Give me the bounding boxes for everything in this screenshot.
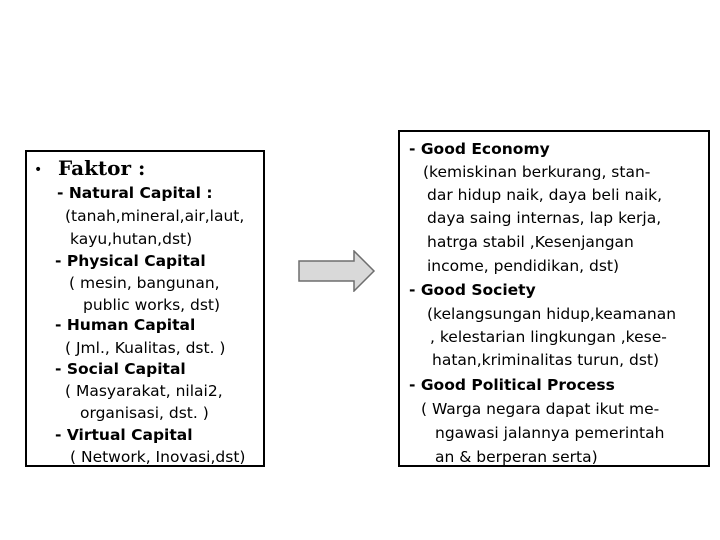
- physical-capital-detail-2: public works, dst): [83, 296, 221, 314]
- good-economy-detail-4: hatrga stabil ,Kesenjangan: [427, 233, 634, 251]
- virtual-capital-detail: ( Network, Inovasi,dst): [70, 448, 246, 466]
- good-society-detail-2: , kelestarian lingkungan ,kese-: [430, 328, 667, 346]
- social-capital-detail-2: organisasi, dst. ): [80, 404, 209, 422]
- good-economy-detail-3: daya saing internas, lap kerja,: [427, 209, 662, 227]
- natural-capital-detail-2: kayu,hutan,dst): [70, 230, 193, 248]
- good-political-process-detail-1: ( Warga negara dapat ikut me-: [421, 400, 660, 418]
- good-political-process-detail-2: ngawasi jalannya pemerintah: [435, 424, 665, 442]
- virtual-capital-heading: - Virtual Capital: [55, 426, 193, 444]
- natural-capital-heading: - Natural Capital :: [57, 184, 213, 202]
- physical-capital-heading: - Physical Capital: [55, 252, 206, 270]
- social-capital-detail-1: ( Masyarakat, nilai2,: [65, 382, 223, 400]
- good-political-process-heading: - Good Political Process: [409, 376, 615, 394]
- social-capital-heading: - Social Capital: [55, 360, 186, 378]
- physical-capital-detail-1: ( mesin, bangunan,: [69, 274, 220, 292]
- faktor-heading: Faktor :: [58, 156, 146, 180]
- human-capital-detail: ( Jml., Kualitas, dst. ): [65, 339, 226, 357]
- right-arrow-icon: [298, 250, 376, 292]
- good-society-heading: - Good Society: [409, 281, 536, 299]
- good-economy-detail-5: income, pendidikan, dst): [427, 257, 620, 275]
- natural-capital-detail-1: (tanah,mineral,air,laut,: [65, 207, 245, 225]
- good-society-detail-1: (kelangsungan hidup,keamanan: [427, 305, 677, 323]
- good-economy-detail-1: (kemiskinan berkurang, stan-: [423, 163, 651, 181]
- good-economy-detail-2: dar hidup naik, daya beli naik,: [427, 186, 663, 204]
- good-economy-heading: - Good Economy: [409, 140, 550, 158]
- good-political-process-detail-3: an & berperan serta): [435, 448, 598, 466]
- bullet-icon: •: [34, 162, 43, 178]
- human-capital-heading: - Human Capital: [55, 316, 196, 334]
- good-society-detail-3: hatan,kriminalitas turun, dst): [432, 351, 660, 369]
